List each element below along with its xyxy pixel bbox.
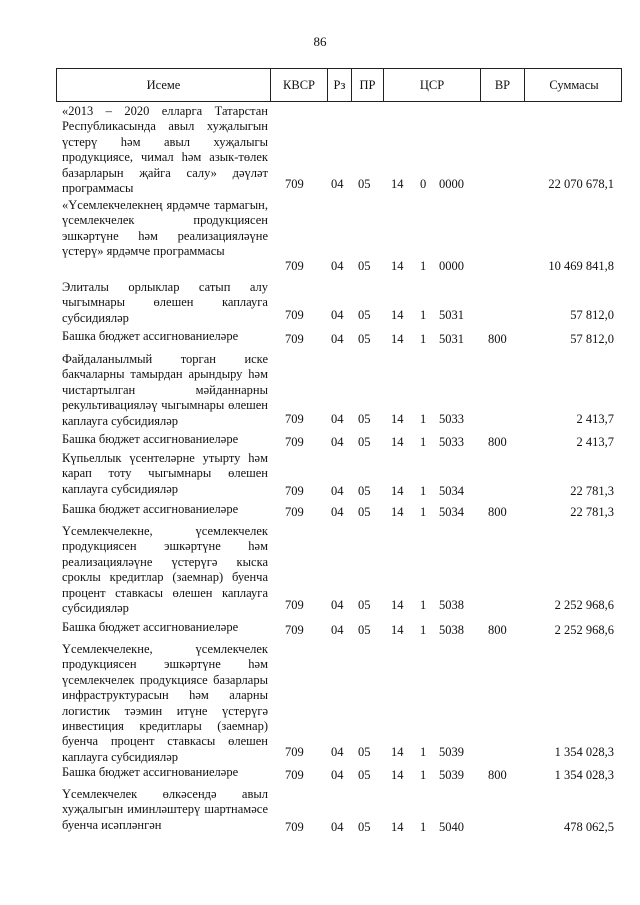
- cell-name: Башка бюджет ассигнованиеләре: [62, 329, 239, 343]
- cell-csr-code: 5031: [439, 332, 464, 346]
- cell-csr-subprogram: 1: [420, 259, 427, 273]
- cell-kvsr: 709: [285, 332, 304, 346]
- cell-pr: 05: [358, 623, 371, 637]
- cell-pr: 05: [358, 820, 371, 834]
- cell-csr-program: 14: [391, 598, 404, 612]
- cell-sum: 478 062,5: [564, 820, 614, 834]
- cell-sum: 57 812,0: [570, 332, 614, 346]
- cell-name: Үсемлекчелекне, үсемлекчелек продукциясен эшкәртүне һәм үсемлекчелек продукциясе базарлары инфраструктурасын һәм аларны логистик тәэмин итүне үстерүгә инвестиция кредитлары (заемнар) буенча процент ставкасы өлешен каплауга субсидияләр: [62, 642, 268, 764]
- cell-csr-code: 5039: [439, 745, 464, 759]
- cell-vr: 800: [488, 623, 507, 637]
- cell-csr-subprogram: 1: [420, 623, 427, 637]
- header-rz: Рз: [328, 69, 352, 101]
- cell-pr: 05: [358, 332, 371, 346]
- cell-rz: 04: [331, 332, 344, 346]
- cell-csr-subprogram: 1: [420, 332, 427, 346]
- cell-rz: 04: [331, 505, 344, 519]
- cell-kvsr: 709: [285, 177, 304, 191]
- header-sum: Суммасы: [549, 78, 599, 92]
- cell-name: Башка бюджет ассигнованиеләре: [62, 432, 239, 446]
- cell-rz: 04: [331, 598, 344, 612]
- cell-csr-code: 5038: [439, 623, 464, 637]
- cell-name: Үсемлекчелек өлкәсендә авыл хуҗалыгын иминләштерү шартнамәсе буенча исәпләнгән: [62, 787, 268, 832]
- cell-sum: 1 354 028,3: [554, 768, 614, 782]
- cell-kvsr: 709: [285, 435, 304, 449]
- table-row: [56, 329, 622, 347]
- cell-pr: 05: [358, 177, 371, 191]
- cell-name: Башка бюджет ассигнованиеләре: [62, 620, 239, 634]
- cell-csr-code: 5034: [439, 484, 464, 498]
- cell-sum: 2 252 968,6: [554, 598, 614, 612]
- cell-csr-code: 5034: [439, 505, 464, 519]
- cell-name: Күпьеллык үсентеләрне утырту һәм карап тоту чыгымнары өлешен каплауга субсидияләр: [62, 451, 268, 496]
- cell-csr-code: 5031: [439, 308, 464, 322]
- cell-rz: 04: [331, 308, 344, 322]
- cell-rz: 04: [331, 259, 344, 273]
- table-header: [56, 68, 622, 102]
- cell-kvsr: 709: [285, 820, 304, 834]
- cell-csr-subprogram: 1: [420, 412, 427, 426]
- table-row: [56, 765, 622, 783]
- cell-name: Үсемлекчелекне, үсемлекчелек продукциясен эшкәртүне һәм реализацияләүне үстерүгә кыска сроклы кредитлар (заемнар) буенча процент ставкасы өлешен каплауга субсидияләр: [62, 524, 268, 616]
- table-row: [56, 451, 622, 499]
- table-row: [56, 280, 622, 323]
- cell-csr-program: 14: [391, 412, 404, 426]
- cell-pr: 05: [358, 505, 371, 519]
- cell-csr-program: 14: [391, 768, 404, 782]
- table-row: [56, 104, 622, 196]
- cell-pr: 05: [358, 308, 371, 322]
- cell-csr-code: 5038: [439, 598, 464, 612]
- cell-rz: 04: [331, 745, 344, 759]
- cell-rz: 04: [331, 623, 344, 637]
- cell-name: «Үсемлекчелекнең ярдәмче тармагын, үсемлекчелек продукциясен эшкәртүне һәм реализацияләүне үстерү» ярдәмче программасы: [62, 198, 268, 259]
- cell-pr: 05: [358, 412, 371, 426]
- table-row: [56, 524, 622, 616]
- cell-kvsr: 709: [285, 308, 304, 322]
- cell-name: Элиталы орлыклар сатып алу чыгымнары өлешен каплауга субсидияләр: [62, 280, 268, 325]
- cell-sum: 1 354 028,3: [554, 745, 614, 759]
- page-number: 86: [313, 34, 327, 49]
- cell-sum: 22 781,3: [570, 505, 614, 519]
- cell-rz: 04: [331, 484, 344, 498]
- cell-csr-program: 14: [391, 505, 404, 519]
- header-name: Исеме: [57, 69, 271, 101]
- cell-rz: 04: [331, 177, 344, 191]
- cell-pr: 05: [358, 259, 371, 273]
- table-row: [56, 432, 622, 450]
- cell-vr: 800: [488, 505, 507, 519]
- cell-csr-code: 5033: [439, 412, 464, 426]
- cell-rz: 04: [331, 820, 344, 834]
- cell-sum: 2 413,7: [576, 412, 614, 426]
- cell-name: «2013 – 2020 елларга Татарстан Республикасында авыл хуҗалыгын үстерү һәм авыл хуҗалыгы продукциясе, чимал һәм азык-төлек базарларын җайга салу» дәүләт программасы: [62, 104, 268, 196]
- cell-sum: 2 252 968,6: [554, 623, 614, 637]
- cell-pr: 05: [358, 745, 371, 759]
- cell-name: Файдаланылмый торган иске бакчаларны тамырдан арындыру һәм чистартылган мәйданнарны рекультивацияләү чыгымнары өлешен каплауга субсидияләр: [62, 352, 268, 428]
- cell-kvsr: 709: [285, 768, 304, 782]
- cell-pr: 05: [358, 768, 371, 782]
- cell-sum: 57 812,0: [570, 308, 614, 322]
- cell-kvsr: 709: [285, 484, 304, 498]
- cell-kvsr: 709: [285, 259, 304, 273]
- table-row: [56, 642, 622, 764]
- cell-csr-code: 5039: [439, 768, 464, 782]
- cell-csr-subprogram: 1: [420, 505, 427, 519]
- cell-sum: 22 781,3: [570, 484, 614, 498]
- cell-csr-code: 5033: [439, 435, 464, 449]
- cell-kvsr: 709: [285, 505, 304, 519]
- cell-csr-program: 14: [391, 623, 404, 637]
- cell-csr-program: 14: [391, 332, 404, 346]
- cell-csr-subprogram: 1: [420, 435, 427, 449]
- cell-csr-program: 14: [391, 484, 404, 498]
- cell-sum: 2 413,7: [576, 435, 614, 449]
- cell-kvsr: 709: [285, 412, 304, 426]
- cell-csr-code: 0000: [439, 259, 464, 273]
- table-row: [56, 502, 622, 520]
- cell-csr-subprogram: 1: [420, 768, 427, 782]
- cell-kvsr: 709: [285, 745, 304, 759]
- header-pr: ПР: [352, 69, 384, 101]
- cell-csr-program: 14: [391, 177, 404, 191]
- cell-name: Башка бюджет ассигнованиеләре: [62, 765, 239, 779]
- cell-rz: 04: [331, 768, 344, 782]
- cell-vr: 800: [488, 435, 507, 449]
- header-kvsr: КВСР: [271, 69, 328, 101]
- cell-csr-subprogram: 1: [420, 598, 427, 612]
- cell-name: Башка бюджет ассигнованиеләре: [62, 502, 239, 516]
- cell-csr-code: 0000: [439, 177, 464, 191]
- cell-kvsr: 709: [285, 623, 304, 637]
- table-row: [56, 352, 622, 427]
- header-vr: ВР: [481, 69, 525, 101]
- cell-sum: 10 469 841,8: [548, 259, 614, 273]
- header-csr: ЦСР: [384, 69, 481, 101]
- cell-csr-program: 14: [391, 259, 404, 273]
- table-row: [56, 787, 622, 835]
- cell-csr-subprogram: 1: [420, 820, 427, 834]
- cell-sum: 22 070 678,1: [548, 177, 614, 191]
- cell-csr-code: 5040: [439, 820, 464, 834]
- cell-pr: 05: [358, 598, 371, 612]
- cell-vr: 800: [488, 768, 507, 782]
- cell-pr: 05: [358, 435, 371, 449]
- cell-csr-subprogram: 1: [420, 484, 427, 498]
- cell-vr: 800: [488, 332, 507, 346]
- cell-csr-subprogram: 0: [420, 177, 427, 191]
- cell-csr-subprogram: 1: [420, 308, 427, 322]
- cell-kvsr: 709: [285, 598, 304, 612]
- table-row: [56, 620, 622, 638]
- cell-rz: 04: [331, 412, 344, 426]
- cell-csr-subprogram: 1: [420, 745, 427, 759]
- cell-csr-program: 14: [391, 435, 404, 449]
- cell-csr-program: 14: [391, 308, 404, 322]
- cell-csr-program: 14: [391, 745, 404, 759]
- cell-pr: 05: [358, 484, 371, 498]
- cell-csr-program: 14: [391, 820, 404, 834]
- table-row: [56, 198, 622, 274]
- cell-rz: 04: [331, 435, 344, 449]
